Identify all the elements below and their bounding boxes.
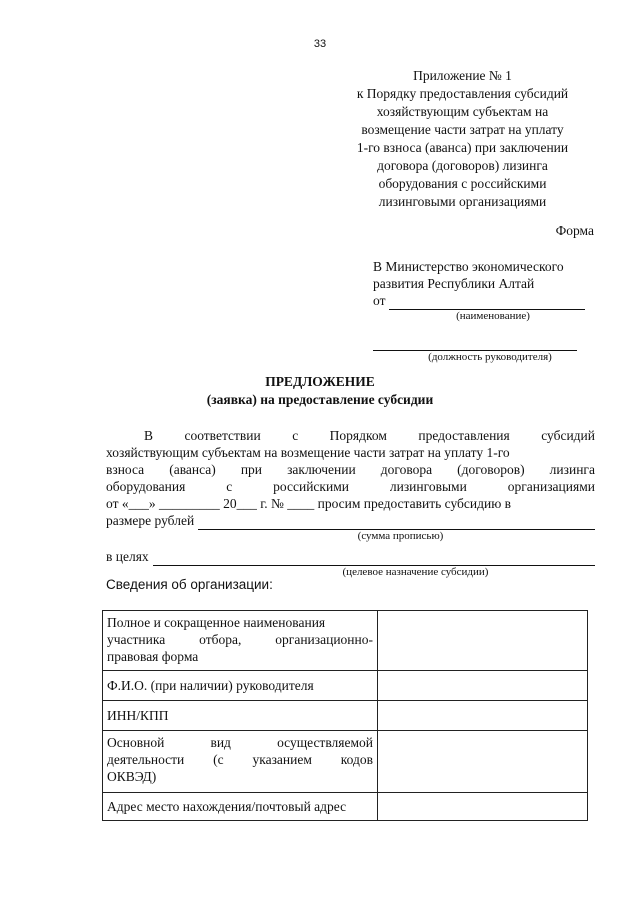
form-label: Форма (555, 223, 594, 238)
word: В (144, 428, 154, 443)
appendix-line: возмещение части затрат на уплату (361, 122, 564, 137)
addressee-block (373, 258, 593, 364)
label-line (107, 614, 373, 631)
word: предоставления (418, 428, 510, 443)
position-blank[interactable] (373, 333, 577, 351)
body-line (106, 461, 595, 478)
table-row (103, 701, 588, 731)
body-line (106, 427, 595, 444)
appendix-line: оборудования с российскими (378, 176, 547, 191)
label-line: Основной вид осуществляемой (107, 735, 373, 750)
addressee-line: В Министерство экономического (373, 259, 564, 274)
word: (договоров) (457, 462, 525, 477)
word: оборудования (106, 479, 186, 494)
appendix-line: 1-го взноса (аванса) при заключении (356, 140, 569, 155)
row-label: ИНН/КПП (103, 701, 378, 731)
label-text: Полное и сокращенное наименования (107, 615, 326, 630)
from-prefix: от (373, 293, 386, 308)
appendix-line: лизинговыми организациями (378, 194, 547, 209)
label-line: деятельности (с указанием кодов (107, 752, 373, 767)
word: заключении (287, 462, 356, 477)
amount-prefix: размере рублей (106, 513, 195, 528)
body-line: хозяйствующим субъектам на возмещение части затрат на уплату 1-го (106, 445, 510, 460)
row-label (103, 611, 378, 671)
label-line: правовая форма (107, 649, 199, 664)
org-info-table (102, 610, 588, 821)
word: (аванса) (169, 462, 216, 477)
row-value[interactable] (378, 731, 588, 793)
purpose-blank[interactable] (153, 548, 595, 566)
purpose-prefix: в целях (106, 549, 149, 564)
table-row (103, 731, 588, 793)
appendix-line: Приложение № 1 (413, 68, 512, 83)
row-label (103, 731, 378, 793)
amount-blank[interactable] (198, 512, 595, 530)
word: договора (380, 462, 433, 477)
from-line (373, 292, 593, 310)
appendix-line: договора (договоров) лизинга (377, 158, 548, 173)
appendix-line: хозяйствующим субъектам на (376, 104, 549, 119)
row-value[interactable] (378, 611, 588, 671)
word: при (240, 462, 263, 477)
row-value[interactable] (378, 701, 588, 731)
document-title (0, 373, 640, 409)
table-row (103, 671, 588, 701)
table-row (103, 793, 588, 821)
org-info-heading: Сведения об организации: (106, 577, 273, 592)
amount-line (106, 512, 595, 530)
word: российскими (273, 479, 349, 494)
label-line: ОКВЭД) (107, 769, 157, 784)
word: организациями (507, 479, 595, 494)
appendix-line: к Порядку предоставления субсидий (356, 86, 569, 101)
body-line: от «___» _________ 20___ г. № ____ просим предоставить субсидию в (106, 496, 512, 511)
amount-caption: (сумма прописью) (357, 530, 444, 542)
position-caption: (должность руководителя) (428, 351, 552, 363)
purpose-line (106, 548, 595, 566)
word: Порядком (329, 428, 387, 443)
word: с (292, 428, 299, 443)
word: взноса (106, 462, 145, 477)
addressee-line: развития Республики Алтай (373, 276, 535, 291)
table-row (103, 611, 588, 671)
name-blank[interactable] (389, 292, 585, 310)
row-label: Адрес место нахождения/почтовый адрес (103, 793, 378, 821)
word: соответствии (184, 428, 261, 443)
word: субсидий (541, 428, 595, 443)
position-line (373, 333, 593, 351)
label-line: участника отбора, организационно- (107, 632, 373, 647)
title-sub: (заявка) на предоставление субсидии (206, 392, 434, 407)
row-label: Ф.И.О. (при наличии) руководителя (103, 671, 378, 701)
row-value[interactable] (378, 793, 588, 821)
word: лизинга (549, 462, 595, 477)
word: с (226, 479, 233, 494)
purpose-caption: (целевое назначение субсидии) (342, 566, 489, 578)
page-number: 33 (313, 38, 327, 50)
appendix-header (340, 67, 585, 211)
title-main: ПРЕДЛОЖЕНИЕ (265, 374, 375, 389)
word: лизинговыми (389, 479, 467, 494)
name-caption: (наименование) (456, 310, 530, 322)
body-line (106, 478, 595, 495)
row-value[interactable] (378, 671, 588, 701)
application-body (106, 427, 595, 579)
